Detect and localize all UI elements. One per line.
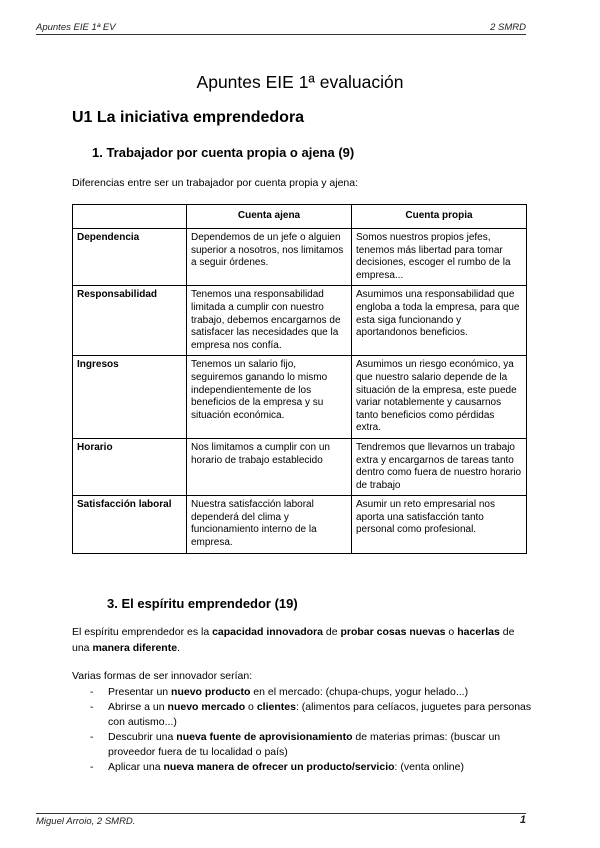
page-header [36,22,526,35]
page-number: 1 [519,814,526,826]
table-row [73,229,527,286]
ways-intro: Varias formas de ser innovador serían: [72,670,253,682]
cell-ajena: Tenemos una responsabilidad limitada a cumplir con nuestro trabajo, debemos encargarnos de satisfacer las necesidades que la empresa nos confía. [187,286,352,356]
section1-intro: Diferencias entre ser un trabajador por cuenta propia y ajena: [72,177,359,189]
table-row [73,356,527,439]
cell-propia: Tendremos que llevarnos un trabajo extra y encargarnos de tareas tanto dentro como fuera de nuestro horario de trabajo [352,438,527,495]
section1-heading: 1. Trabajador por cuenta propia o ajena (9) [92,145,355,160]
cell-ajena: Nos limitamos a cumplir con un horario de trabajo establecido [187,438,352,495]
definition-paragraph: El espíritu emprendedor es la capacidad innovadora de probar cosas nuevas o hacerlas de una manera diferente. [72,626,515,654]
innovation-list [72,685,532,775]
table-header-ajena: Cuenta ajena [187,205,352,229]
row-label: Satisfacción laboral [73,496,187,553]
page-footer [36,813,526,826]
cell-ajena: Dependemos de un jefe o alguien superior a nosotros, nos limitamos a seguir órdenes. [187,229,352,286]
table-row [73,496,527,553]
table-header-propia: Cuenta propia [352,205,527,229]
footer-author: Miguel Arroio, 2 SMRD. [36,816,136,827]
comparison-table [72,204,527,554]
cell-propia: Asumimos un riesgo económico, ya que nuestro salario depende de la situación de la empresa, este puede variar notablemente y causarnos tanto beneficios como pérdidas extra. [352,356,527,439]
list-item: - Presentar un nuevo producto en el mercado: (chupa-chups, yogur helado...) [90,686,469,698]
row-label: Dependencia [73,229,187,286]
table-header-row [73,205,527,229]
cell-ajena: Nuestra satisfacción laboral dependerá del clima y funcionamiento interno de la empresa. [187,496,352,553]
table-row [73,286,527,356]
row-label: Responsabilidad [73,286,187,356]
list-item: - Aplicar una nueva manera de ofrecer un producto/servicio: (venta online) [90,761,464,773]
table-header-empty [73,205,187,229]
unit-heading: U1 La iniciativa emprendedora [72,109,305,126]
header-left: Apuntes EIE 1ª EV [36,22,116,33]
table-row [73,438,527,495]
list-item: - Descubrir una nueva fuente de aprovisionamiento de materias primas: (buscar un proveedor fuera de tu localidad o país) [90,731,501,758]
cell-ajena: Tenemos un salario fijo, seguiremos ganando lo mismo independientemente de los beneficios de la empresa y su situación económica. [187,356,352,439]
list-item: - Abrirse a un nuevo mercado o clientes: (alimentos para celíacos, juguetes para personas con autismo...) [90,701,532,728]
row-label: Ingresos [73,356,187,439]
row-label: Horario [73,438,187,495]
cell-propia: Asumimos una responsabilidad que engloba a toda la empresa, para que esta siga funcionando y aportandonos beneficios. [352,286,527,356]
document-title: Apuntes EIE 1ª evaluación [196,72,404,92]
cell-propia: Asumir un reto empresarial nos aporta una satisfacción tanto personal como profesional. [352,496,527,553]
cell-propia: Somos nuestros propios jefes, tenemos más libertad para tomar decisiones, escoger el rumbo de la empresa... [352,229,527,286]
header-right: 2 SMRD [490,22,526,33]
section3-heading: 3. El espíritu emprendedor (19) [107,596,298,611]
